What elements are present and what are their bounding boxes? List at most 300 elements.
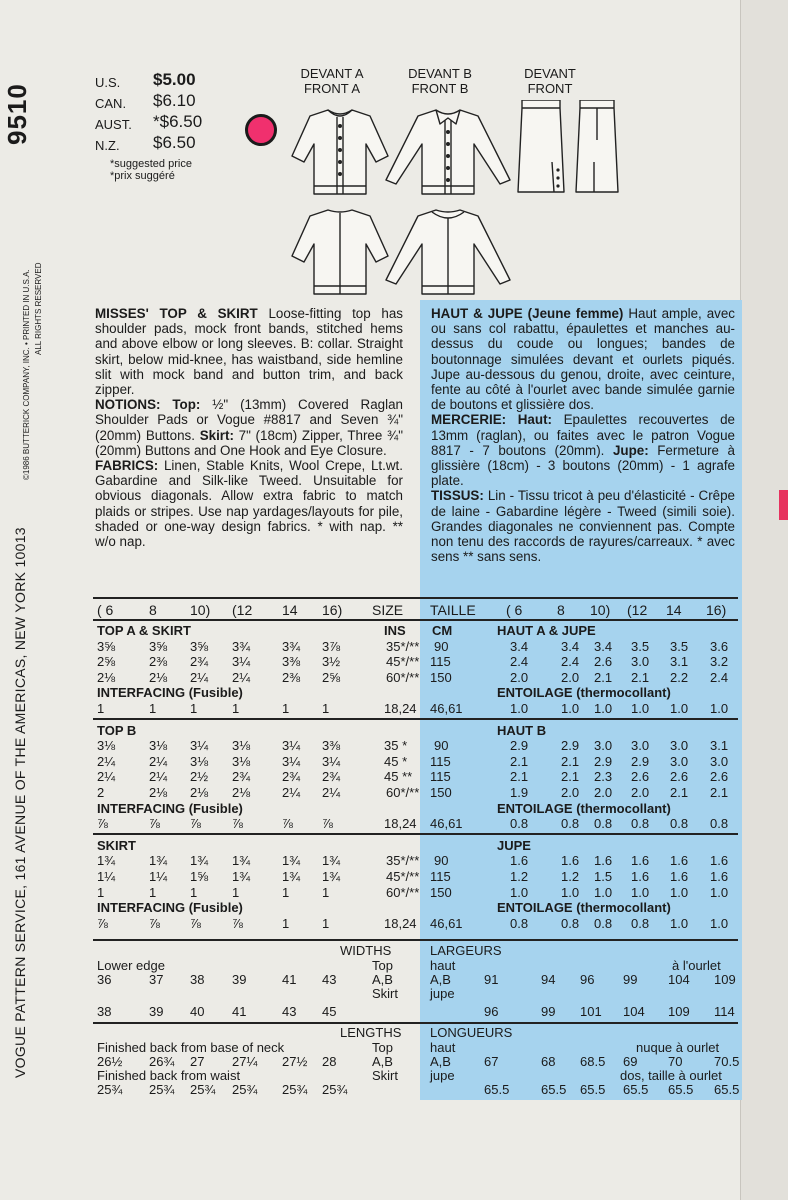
yardage-value-m: 3.0	[631, 738, 650, 754]
size-header-fr: 14	[666, 602, 682, 618]
row-label-en: TOP B	[97, 722, 137, 738]
length-skirt-in: 25¾	[190, 1082, 216, 1098]
french-intro	[431, 306, 735, 412]
price-value: $6.50	[153, 133, 196, 152]
price-row	[95, 91, 245, 112]
size-header-en: 8	[149, 602, 157, 618]
yardage-value-m: 3.1	[670, 654, 689, 670]
yardage-value-m: 1.9	[510, 785, 529, 800]
fabric-width-ins: 60*/**	[386, 785, 420, 800]
lengths-ab-label-fr: A,B	[430, 1054, 451, 1070]
fabric-width-cm: 46,61	[430, 915, 463, 931]
yardage-value-m: 3.0	[670, 738, 689, 754]
lower-edge-label: Lower edge	[97, 958, 165, 974]
size-header-fr: (12	[627, 602, 648, 618]
yardage-value-m: 1.0	[710, 915, 729, 931]
yardage-value-ins: 1	[282, 884, 290, 900]
view-a-label	[297, 66, 367, 96]
fabric-width-ins: 35*/**	[386, 853, 420, 869]
fabric-width-cm: 115	[430, 769, 451, 785]
view-a-label-en: FRONT A	[303, 81, 361, 96]
yardage-value-ins: 1¾	[282, 869, 301, 884]
mercerie-haut-label: Haut:	[517, 412, 552, 428]
price-note	[110, 158, 192, 182]
envelope-flap	[740, 0, 788, 1200]
table-rule	[93, 1022, 738, 1024]
yardage-value-ins: 1	[232, 701, 240, 716]
a-l-ourlet-label: à l'ourlet	[672, 958, 721, 974]
widths-top-label: Top	[372, 958, 393, 974]
yardage-value-ins: 3⅛	[232, 738, 251, 754]
yardage-value-ins: 2¼	[190, 669, 209, 685]
english-description	[95, 306, 403, 549]
yardage-value-ins: 1	[97, 701, 105, 716]
length-skirt-in: 25¾	[322, 1082, 348, 1098]
yardage-value-ins: ⅞	[322, 816, 333, 832]
yardage-value-m: 2.2	[670, 669, 689, 685]
english-intro	[95, 306, 403, 397]
length-skirt-in: 25¾	[149, 1082, 175, 1098]
mercerie-haut: Epaulettes recouvertes de 13mm (raglan), ou faites avec le patron Vogue 8817 - 7 boutons (20mm).	[431, 412, 735, 458]
yardage-value-ins: 1¾	[97, 853, 116, 869]
view-b-label-fr: DEVANT B	[408, 66, 472, 81]
row-label-fr: ENTOILAGE (thermocollant)	[497, 800, 671, 816]
yardage-value-m: 2.3	[594, 769, 613, 785]
fabric-width-cm: 150	[430, 669, 452, 685]
fabric-width-cm: 90	[434, 738, 449, 754]
fabric-width-cm: 46,61	[430, 701, 463, 716]
yardage-value-ins: 2⅛	[232, 785, 251, 800]
fabric-width-cm: 150	[430, 884, 452, 900]
yardage-value-m: 1.0	[670, 701, 689, 716]
yardage-value-ins: 1	[322, 884, 330, 900]
lengths-title-fr: LONGUEURS	[430, 1025, 513, 1041]
yardage-value-ins: ⅞	[232, 816, 243, 832]
fabric-width-cm: CM	[432, 623, 453, 638]
fabric-width-cm: 90	[434, 853, 449, 869]
price-row	[95, 112, 245, 133]
yardage-value-m: 1.5	[594, 869, 613, 884]
yardage-value-ins: ⅞	[149, 816, 160, 832]
length-top-cm: 68	[541, 1054, 556, 1070]
yardage-value-ins: 1	[190, 701, 198, 716]
yardage-value-ins: 1	[190, 884, 198, 900]
yardage-value-ins: ⅞	[282, 816, 293, 832]
width-top-cm: 96	[580, 972, 595, 988]
width-top-in: 41	[282, 972, 297, 988]
length-skirt-in: 25¾	[97, 1082, 123, 1098]
fabric-width-cm: 46,61	[430, 816, 463, 832]
length-top-cm: 70	[668, 1054, 683, 1070]
yardage-value-ins: 2¼	[282, 785, 301, 800]
nuque-label: nuque à ourlet	[636, 1040, 720, 1056]
yardage-value-m: 1.2	[510, 869, 529, 884]
yardage-value-ins: 3¼	[322, 753, 341, 769]
widths-jupe-label: jupe	[430, 986, 455, 1002]
yardage-value-m: 1.0	[510, 884, 529, 900]
row-label-en: SKIRT	[97, 837, 136, 853]
size-header-fr: 10)	[590, 602, 611, 618]
notions-top-label: Top:	[172, 397, 201, 413]
lengths-skirt-label: Skirt	[372, 1068, 398, 1084]
table-rule	[93, 939, 738, 941]
yardage-value-m: 0.8	[710, 816, 729, 832]
row-label-en: INTERFACING (Fusible)	[97, 800, 243, 816]
yardage-value-ins: ⅞	[149, 915, 160, 931]
row-label-en: INTERFACING (Fusible)	[97, 900, 243, 916]
yardage-value-ins: 2¼	[322, 785, 341, 800]
yardage-value-ins: 2¾	[282, 769, 301, 785]
row-label-fr: ENTOILAGE (thermocollant)	[497, 685, 671, 701]
row-label-fr: ENTOILAGE (thermocollant)	[497, 900, 671, 916]
yardage-value-m: 2.9	[631, 753, 650, 769]
yardage-value-m: 1.0	[670, 915, 689, 931]
yardage-value-m: 2.6	[710, 769, 729, 785]
yardage-value-ins: 1	[282, 701, 290, 716]
fabric-width-ins: 60*/**	[386, 669, 420, 685]
size-header-fr: 16)	[706, 602, 727, 618]
yardage-value-m: 1.2	[561, 869, 580, 884]
yardage-value-m: 3.4	[561, 638, 580, 654]
widths-haut-label: haut	[430, 958, 456, 974]
yardage-value-ins: 1¼	[149, 869, 168, 884]
width-skirt-cm: 96	[484, 1004, 499, 1020]
yardage-value-ins: 2⅝	[97, 654, 116, 670]
yardage-value-m: 2.1	[510, 753, 529, 769]
yardage-value-ins: 2¼	[97, 753, 116, 769]
yardage-value-m: 2.4	[710, 669, 729, 685]
yardage-value-m: 2.1	[670, 785, 689, 800]
yardage-value-ins: 2⅝	[322, 669, 341, 685]
yardage-value-ins: 3¾	[282, 638, 301, 654]
yardage-value-m: 0.8	[594, 816, 613, 832]
yardage-value-ins: ⅞	[97, 915, 108, 931]
yardage-value-m: 1.6	[710, 853, 729, 869]
yardage-value-ins: 1¾	[232, 869, 251, 884]
fabric-width-cm: 150	[430, 785, 452, 800]
size-header-en: 10)	[190, 602, 211, 618]
yardage-value-ins: 3¼	[232, 654, 251, 670]
length-top-in: 27½	[282, 1054, 308, 1070]
yardage-value-m: 2.1	[631, 669, 650, 685]
fabric-width-ins: 35 *	[384, 738, 408, 754]
length-top-cm: 67	[484, 1054, 499, 1070]
yardage-value-ins: 3¼	[282, 738, 301, 754]
width-skirt-cm: 104	[623, 1004, 645, 1020]
width-top-cm: 91	[484, 972, 499, 988]
fabric-width-ins: INS	[384, 623, 406, 638]
price-value: $5.00	[153, 70, 196, 89]
skirt-view-label-fr: DEVANT	[524, 66, 576, 81]
price-value: $6.10	[153, 91, 196, 110]
yardage-value-m: 2.0	[594, 785, 613, 800]
length-top-in: 26½	[97, 1054, 123, 1070]
yardage-value-m: 2.9	[510, 738, 529, 754]
width-top-in: 39	[232, 972, 247, 988]
width-skirt-cm: 114	[714, 1004, 735, 1020]
yardage-value-ins: 1¾	[282, 853, 301, 869]
english-fabrics	[95, 458, 403, 549]
width-skirt-in: 39	[149, 1004, 164, 1020]
yardage-value-m: 2.1	[561, 753, 580, 769]
price-value: *$6.50	[153, 112, 203, 131]
width-skirt-in: 41	[232, 1004, 247, 1020]
price-label: N.Z.	[95, 138, 120, 153]
yardage-value-ins: 2½	[190, 769, 209, 785]
yardage-value-m: 1.6	[510, 853, 529, 869]
length-skirt-cm: 65.5	[623, 1082, 649, 1098]
yardage-value-m: 1.0	[594, 884, 613, 900]
width-top-in: 36	[97, 972, 112, 988]
row-label-fr: HAUT B	[497, 722, 547, 738]
yardage-value-ins: ⅞	[190, 915, 201, 931]
french-mercerie	[431, 412, 735, 488]
yardage-value-m: 1.6	[670, 869, 689, 884]
yardage-value-ins: 2⅛	[97, 669, 116, 685]
length-skirt-cm: 65.5	[580, 1082, 606, 1098]
length-skirt-in: 25¾	[232, 1082, 258, 1098]
yardage-value-ins: 2¾	[190, 654, 209, 670]
fabric-width-ins: 18,24	[384, 701, 417, 716]
length-skirt-in: 25¾	[282, 1082, 308, 1098]
yardage-value-ins: 2¼	[149, 769, 168, 785]
french-title: HAUT & JUPE (Jeune femme)	[431, 306, 624, 321]
yardage-value-ins: 3¼	[282, 753, 301, 769]
yardage-value-m: 2.4	[561, 654, 580, 670]
width-skirt-in: 40	[190, 1004, 205, 1020]
yardage-value-ins: 2¼	[97, 769, 116, 785]
price-label: CAN.	[95, 96, 127, 111]
size-header-en: 16)	[322, 602, 343, 618]
yardage-value-ins: 1¾	[190, 853, 209, 869]
yardage-value-m: 1.6	[594, 853, 613, 869]
yardage-value-m: 0.8	[561, 816, 580, 832]
size-header-fr: 8	[557, 602, 565, 618]
notions-skirt: 7" (18cm) Zipper, Three ¾" (20mm) Buttons and One Hook and Eye Closure.	[95, 427, 403, 458]
fabric-width-ins: 45 **	[384, 769, 413, 785]
back-waist-label: Finished back from waist	[97, 1068, 241, 1084]
notions-label: NOTIONS:	[95, 397, 161, 413]
widths-title-fr: LARGEURS	[430, 943, 502, 959]
yardage-value-m: 3.1	[710, 738, 729, 754]
yardage-value-m: 0.8	[594, 915, 613, 931]
yardage-value-m: 0.8	[631, 816, 650, 832]
mercerie-jupe-label: Jupe:	[612, 442, 649, 458]
yardage-value-ins: 2	[97, 785, 105, 800]
back-neck-label: Finished back from base of neck	[97, 1040, 285, 1056]
lengths-ab-label: A,B	[372, 1054, 393, 1070]
widths-ab-label: A,B	[372, 972, 393, 988]
yardage-value-m: 1.0	[561, 884, 580, 900]
french-tissus	[431, 488, 735, 564]
width-top-in: 37	[149, 972, 164, 988]
length-skirt-cm: 65.5	[541, 1082, 567, 1098]
width-skirt-in: 45	[322, 1004, 337, 1020]
yardage-value-m: 1.0	[710, 701, 729, 716]
fabric-width-cm: 115	[430, 869, 451, 884]
widths-ab-label-fr: A,B	[430, 972, 451, 988]
yardage-value-ins: 3⅛	[232, 753, 251, 769]
width-skirt-cm: 99	[541, 1004, 556, 1020]
mercerie-jupe: Fermeture à glissière (18cm) - 3 boutons (20mm) - 1 agrafe plate.	[431, 442, 735, 489]
yardage-value-m: 3.0	[594, 738, 613, 754]
english-title: MISSES' TOP & SKIRT	[95, 306, 258, 321]
yardage-value-m: 1.0	[561, 701, 580, 716]
lengths-jupe-label: jupe	[430, 1068, 455, 1084]
yardage-value-ins: 3⅛	[190, 753, 209, 769]
yardage-value-ins: 1	[282, 915, 290, 931]
fabrics-label: FABRICS:	[95, 458, 159, 474]
skirt-view-label	[515, 66, 585, 96]
yardage-value-ins: 3⅛	[97, 738, 116, 754]
view-b-label-en: FRONT B	[411, 81, 469, 96]
side-strip	[0, 0, 90, 1200]
yardage-value-m: 3.2	[710, 654, 729, 670]
french-body: Haut ample, avec ou sans col rabattu, épaulettes et manches au-dessus du coude ou longues; bandes de boutonnage simulées devant et ourlets piqués. Jupe au-dessous du genou, droite, avec ceinture, fente au côté à l'ourlet avec bande simulée garnie de boutons et glissière dos.	[431, 306, 736, 413]
price-list	[95, 70, 245, 154]
yardage-value-ins: 3⅜	[322, 738, 341, 754]
fabric-width-cm: 90	[434, 638, 449, 654]
price-label: AUST.	[95, 117, 132, 132]
yardage-value-m: 3.0	[710, 753, 729, 769]
yardage-value-ins: 2⅜	[282, 669, 301, 685]
yardage-value-m: 1.6	[631, 853, 650, 869]
width-skirt-cm: 101	[580, 1004, 602, 1020]
yardage-value-m: 0.8	[670, 816, 689, 832]
yardage-value-m: 3.5	[631, 638, 650, 654]
price-row	[95, 70, 245, 91]
fabric-width-ins: 45*/**	[386, 869, 420, 884]
yardage-value-m: 2.6	[594, 654, 613, 670]
fabric-width-ins: 35*/**	[386, 638, 420, 654]
length-skirt-cm: 65.5	[484, 1082, 510, 1098]
pattern-number: 9510	[2, 83, 32, 145]
yardage-value-m: 2.9	[561, 738, 580, 754]
length-skirt-cm: 65.5	[714, 1082, 740, 1098]
yardage-value-ins: 1¼	[97, 869, 116, 884]
fabrics-text: Linen, Stable Knits, Wool Crepe, Lt.wt. Gabardine and Silk-like Tweed. Unsuitable for obvious diagonals. Allow extra fabric to match plaids or stripes. Use nap yardages/layouts for pile, shaded or one-way design fabrics. * with nap. ** w/o nap.	[95, 458, 403, 550]
yardage-value-ins: 2¾	[322, 769, 341, 785]
yardage-value-ins: 1	[97, 884, 105, 900]
size-header-en: ( 6	[97, 602, 114, 618]
size-header-label: SIZE	[372, 602, 404, 618]
yardage-value-ins: 1¾	[232, 853, 251, 869]
notions-skirt-label: Skirt:	[199, 427, 234, 443]
garment-illustrations	[280, 100, 620, 300]
yardage-value-m: 1.0	[710, 884, 729, 900]
yardage-value-ins: 3⅝	[97, 638, 116, 654]
yardage-value-ins: 1¾	[322, 853, 341, 869]
width-top-in: 38	[190, 972, 205, 988]
yardage-value-ins: 1	[322, 701, 330, 716]
mercerie-label: MERCERIE:	[431, 412, 507, 428]
yardage-value-ins: ⅞	[190, 816, 201, 832]
view-b-label	[405, 66, 475, 96]
widths-title-en: WIDTHS	[340, 943, 392, 959]
yardage-value-m: 1.0	[510, 701, 529, 716]
widths-skirt-label: Skirt	[372, 986, 398, 1002]
yardage-value-m: 2.6	[670, 769, 689, 785]
lengths-top-label: Top	[372, 1040, 393, 1056]
length-top-cm: 69	[623, 1054, 638, 1070]
publisher-address: VOGUE PATTERN SERVICE, 161 AVENUE OF THE AMERICAS, NEW YORK 10013	[12, 527, 28, 1078]
fabric-width-ins: 18,24	[384, 816, 417, 832]
length-top-cm: 68.5	[580, 1054, 606, 1070]
yardage-value-ins: 2⅜	[149, 654, 168, 670]
yardage-value-m: 3.0	[631, 654, 650, 670]
yardage-value-ins: 1	[149, 701, 157, 716]
yardage-value-m: 1.6	[670, 853, 689, 869]
yardage-value-m: 2.1	[710, 785, 729, 800]
price-note-fr: *prix suggéré	[110, 170, 175, 182]
yardage-value-ins: 1¾	[322, 869, 341, 884]
yardage-value-ins: 1	[149, 884, 157, 900]
notions-top: ½" (13mm) Covered Raglan Shoulder Pads or Vogue #8817 and Seven ¾" (20mm) Buttons.	[95, 397, 403, 443]
skirt-view-label-en: FRONT	[527, 81, 573, 96]
yardage-value-m: 2.1	[510, 769, 529, 785]
table-rule	[93, 619, 738, 621]
width-skirt-cm: 109	[668, 1004, 690, 1020]
length-top-in: 26¾	[149, 1054, 175, 1070]
fabric-width-ins: 60*/**	[386, 884, 420, 900]
fabric-width-cm: 115	[430, 753, 451, 769]
yardage-value-m: 3.5	[670, 638, 689, 654]
yardage-value-m: 2.9	[594, 753, 613, 769]
yardage-value-m: 2.1	[594, 669, 613, 685]
table-rule	[93, 833, 738, 835]
row-label-en: TOP A & SKIRT	[97, 623, 191, 638]
yardage-value-ins: 2¼	[232, 669, 251, 685]
tissus-text: Lin - Tissu tricot à peu d'élasticité - Crêpe de laine - Gabardine légère - Tweed (simili soie). Grandes diagonales ne conviennent pas. Compte non tenu des raccords de rayures/carreaux. * avec sens ** sans sens.	[431, 488, 735, 565]
table-rule	[93, 718, 738, 720]
row-label-en: INTERFACING (Fusible)	[97, 685, 243, 701]
yardage-value-m: 2.0	[561, 669, 580, 685]
yardage-value-m: 3.6	[710, 638, 729, 654]
yardage-value-ins: ⅞	[232, 915, 243, 931]
price-label: U.S.	[95, 75, 121, 90]
yardage-value-m: 1.0	[631, 884, 650, 900]
yardage-value-m: 1.0	[594, 701, 613, 716]
yardage-value-ins: 3⅛	[149, 738, 168, 754]
yardage-value-m: 1.6	[631, 869, 650, 884]
yardage-value-m: 0.8	[631, 915, 650, 931]
yardage-value-m: 2.1	[561, 769, 580, 785]
lengths-haut-label: haut	[430, 1040, 456, 1056]
pink-dot-marker	[245, 114, 277, 146]
yardage-value-ins: 1⅝	[190, 869, 209, 884]
yardage-value-m: 1.6	[710, 869, 729, 884]
row-label-fr: HAUT A & JUPE	[497, 623, 596, 638]
view-a-label-fr: DEVANT A	[300, 66, 364, 81]
length-skirt-cm: 65.5	[668, 1082, 694, 1098]
length-top-cm: 70.5	[714, 1054, 740, 1070]
english-body: Loose-fitting top has shoulder pads, mock front bands, stitched hems and above elbow or long sleeves. B: collar. Straight skirt, below mid-knee, has waistband, side hemline slit with mock band and button trim, and back zipper.	[95, 306, 403, 398]
pink-tab-marker	[779, 490, 788, 520]
yardage-value-m: 0.8	[561, 915, 580, 931]
table-rule	[93, 597, 738, 599]
yardage-value-m: 0.8	[510, 915, 529, 931]
size-header-en: 14	[282, 602, 298, 618]
width-top-cm: 94	[541, 972, 556, 988]
yardage-value-ins: 3⅝	[190, 638, 209, 654]
yardage-value-ins: 1¾	[149, 853, 168, 869]
yardage-value-ins: 1	[232, 884, 240, 900]
yardage-value-ins: 3½	[322, 654, 341, 670]
yardage-value-ins: 3⅝	[149, 638, 168, 654]
yardage-value-ins: 2⅛	[149, 669, 168, 685]
width-top-cm: 109	[714, 972, 736, 988]
yardage-value-ins: 3¾	[232, 638, 251, 654]
